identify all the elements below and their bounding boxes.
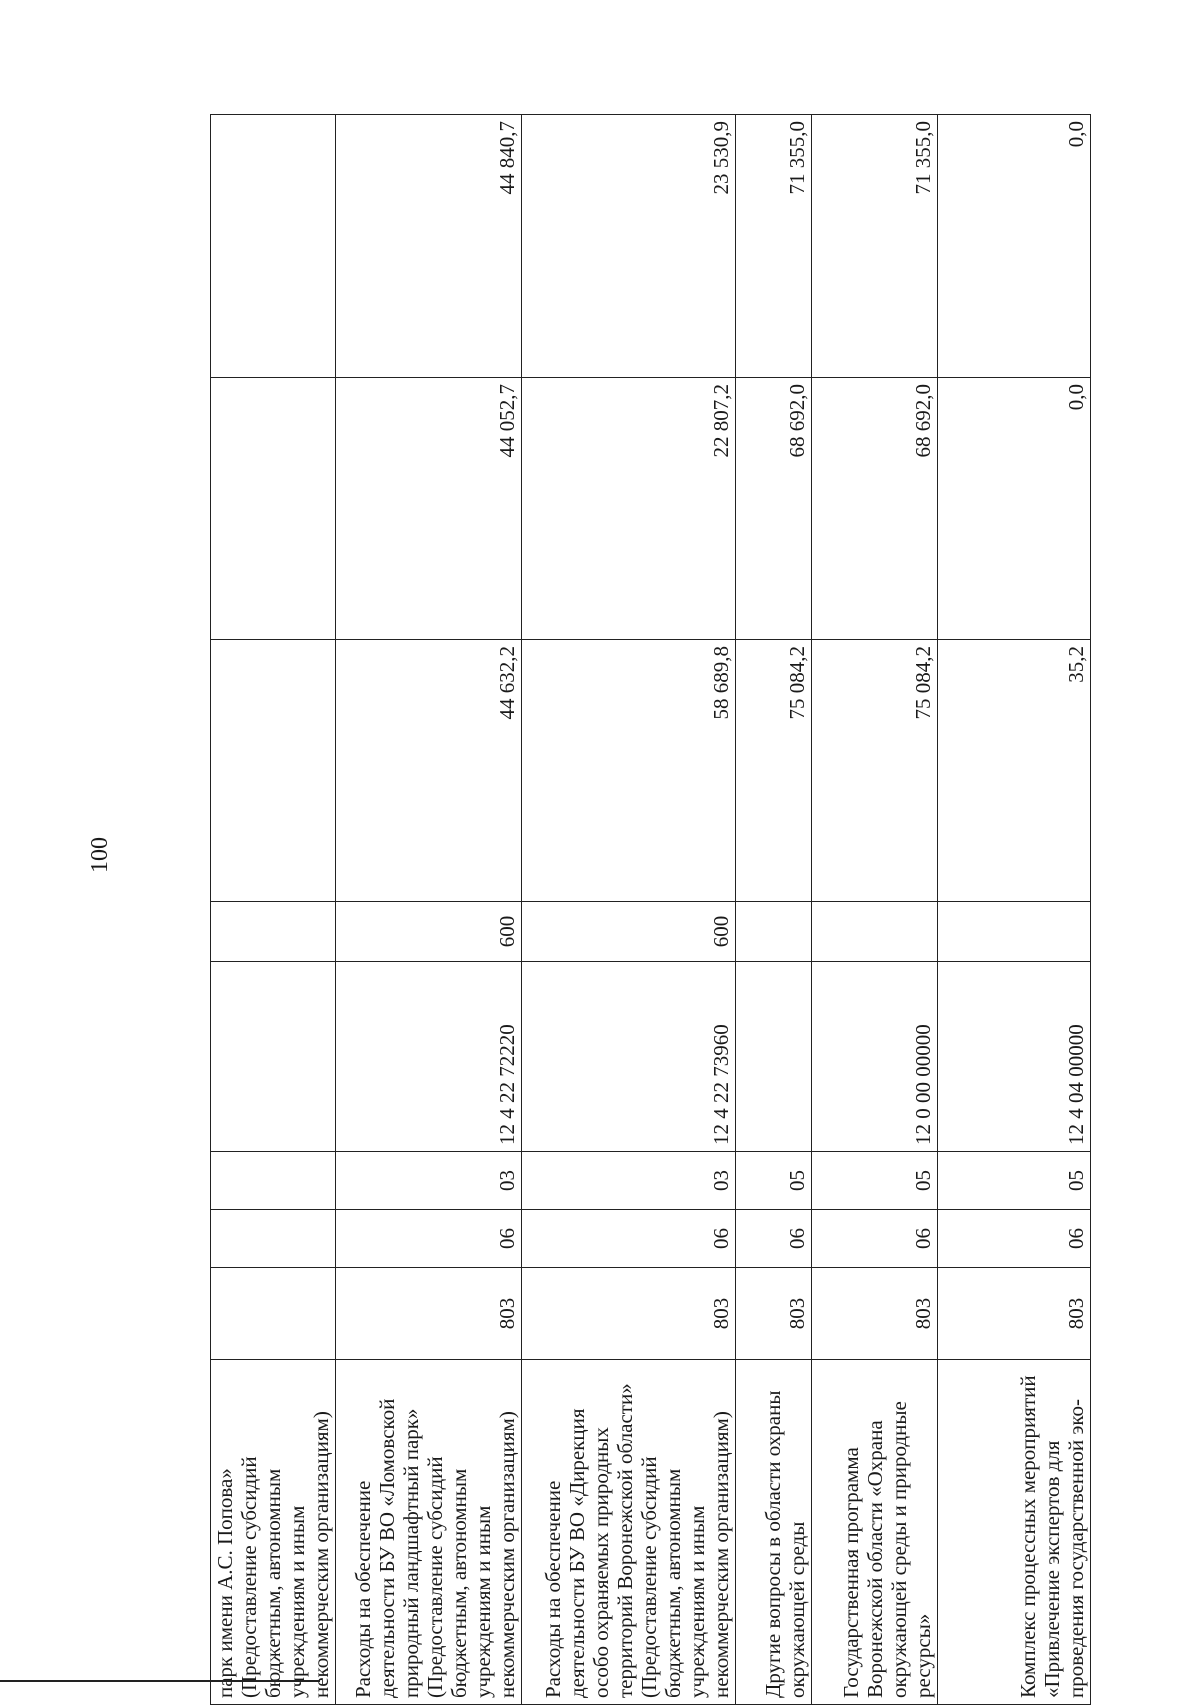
grbs-cell: [211, 1268, 336, 1360]
value-3-cell: 44 840,7: [336, 115, 522, 378]
pr-cell: [211, 1152, 336, 1210]
value-1-cell: 58 689,8: [522, 640, 736, 902]
rz-cell: [211, 1210, 336, 1268]
value-3-cell: [211, 115, 336, 378]
value-3-cell: 0,0: [938, 115, 1091, 378]
vr-cell: [211, 902, 336, 962]
row-name: Комплекс процессных мероприятий «Привлечение экспертов для проведения государственной эко-: [938, 1360, 1091, 1705]
value-2-cell: 68 692,0: [736, 378, 812, 640]
value-1-cell: 75 084,2: [812, 640, 938, 902]
csr-cell: 12 4 22 72220: [336, 962, 522, 1152]
value-2-cell: 68 692,0: [812, 378, 938, 640]
pr-cell: 03: [522, 1152, 736, 1210]
rz-cell: 06: [812, 1210, 938, 1268]
grbs-cell: 803: [522, 1268, 736, 1360]
row-name: Расходы на обеспечение деятельности БУ ВО «Ломовской природный ландшафтный парк» (Предоставление субсидий бюджетным, автономным учреждениям и иным некоммерческим организациям): [336, 1360, 522, 1705]
grbs-cell: 803: [736, 1268, 812, 1360]
budget-table: [210, 114, 1091, 1705]
csr-cell: 12 4 04 00000: [938, 962, 1091, 1152]
grbs-cell: 803: [336, 1268, 522, 1360]
footer-rule: [0, 1680, 320, 1682]
table-row: [736, 115, 812, 1705]
value-2-cell: 22 807,2: [522, 378, 736, 640]
grbs-cell: 803: [938, 1268, 1091, 1360]
rz-cell: 06: [736, 1210, 812, 1268]
row-name: Расходы на обеспечение деятельности БУ ВО «Дирекция особо охраняемых природных территорий Воронежской области» (Предоставление субсидий бюджетным, автономным учреждениям и иным некоммерческим организациям): [522, 1360, 736, 1705]
value-2-cell: [211, 378, 336, 640]
rz-cell: 06: [336, 1210, 522, 1268]
value-3-cell: 71 355,0: [736, 115, 812, 378]
vr-cell: [938, 902, 1091, 962]
grbs-cell: 803: [812, 1268, 938, 1360]
budget-table-container: [210, 115, 1088, 1705]
vr-cell: 600: [336, 902, 522, 962]
value-3-cell: 71 355,0: [812, 115, 938, 378]
vr-cell: [736, 902, 812, 962]
pr-cell: 05: [812, 1152, 938, 1210]
row-name: Другие вопросы в области охраны окружающей среды: [736, 1360, 812, 1705]
rz-cell: 06: [522, 1210, 736, 1268]
rz-cell: 06: [938, 1210, 1091, 1268]
page-number: 100: [87, 837, 113, 873]
vr-cell: 600: [522, 902, 736, 962]
value-2-cell: 0,0: [938, 378, 1091, 640]
csr-cell: 12 4 22 73960: [522, 962, 736, 1152]
value-1-cell: 35,2: [938, 640, 1091, 902]
csr-cell: 12 0 00 00000: [812, 962, 938, 1152]
row-name: парк имени А.С. Попова» (Предоставление субсидий бюджетным, автономным учреждениям и иным некоммерческим организациям): [211, 1360, 336, 1705]
value-1-cell: [211, 640, 336, 902]
value-1-cell: 75 084,2: [736, 640, 812, 902]
csr-cell: [211, 962, 336, 1152]
csr-cell: [736, 962, 812, 1152]
table-row: [522, 115, 736, 1705]
value-3-cell: 23 530,9: [522, 115, 736, 378]
table-row: [812, 115, 938, 1705]
pr-cell: 03: [336, 1152, 522, 1210]
vr-cell: [812, 902, 938, 962]
value-1-cell: 44 632,2: [336, 640, 522, 902]
row-name: Государственная программа Воронежской области «Охрана окружающей среды и природные ресурсы»: [812, 1360, 938, 1705]
pr-cell: 05: [938, 1152, 1091, 1210]
table-row: [938, 115, 1091, 1705]
table-row: [211, 115, 336, 1705]
table-row: [336, 115, 522, 1705]
pr-cell: 05: [736, 1152, 812, 1210]
value-2-cell: 44 052,7: [336, 378, 522, 640]
